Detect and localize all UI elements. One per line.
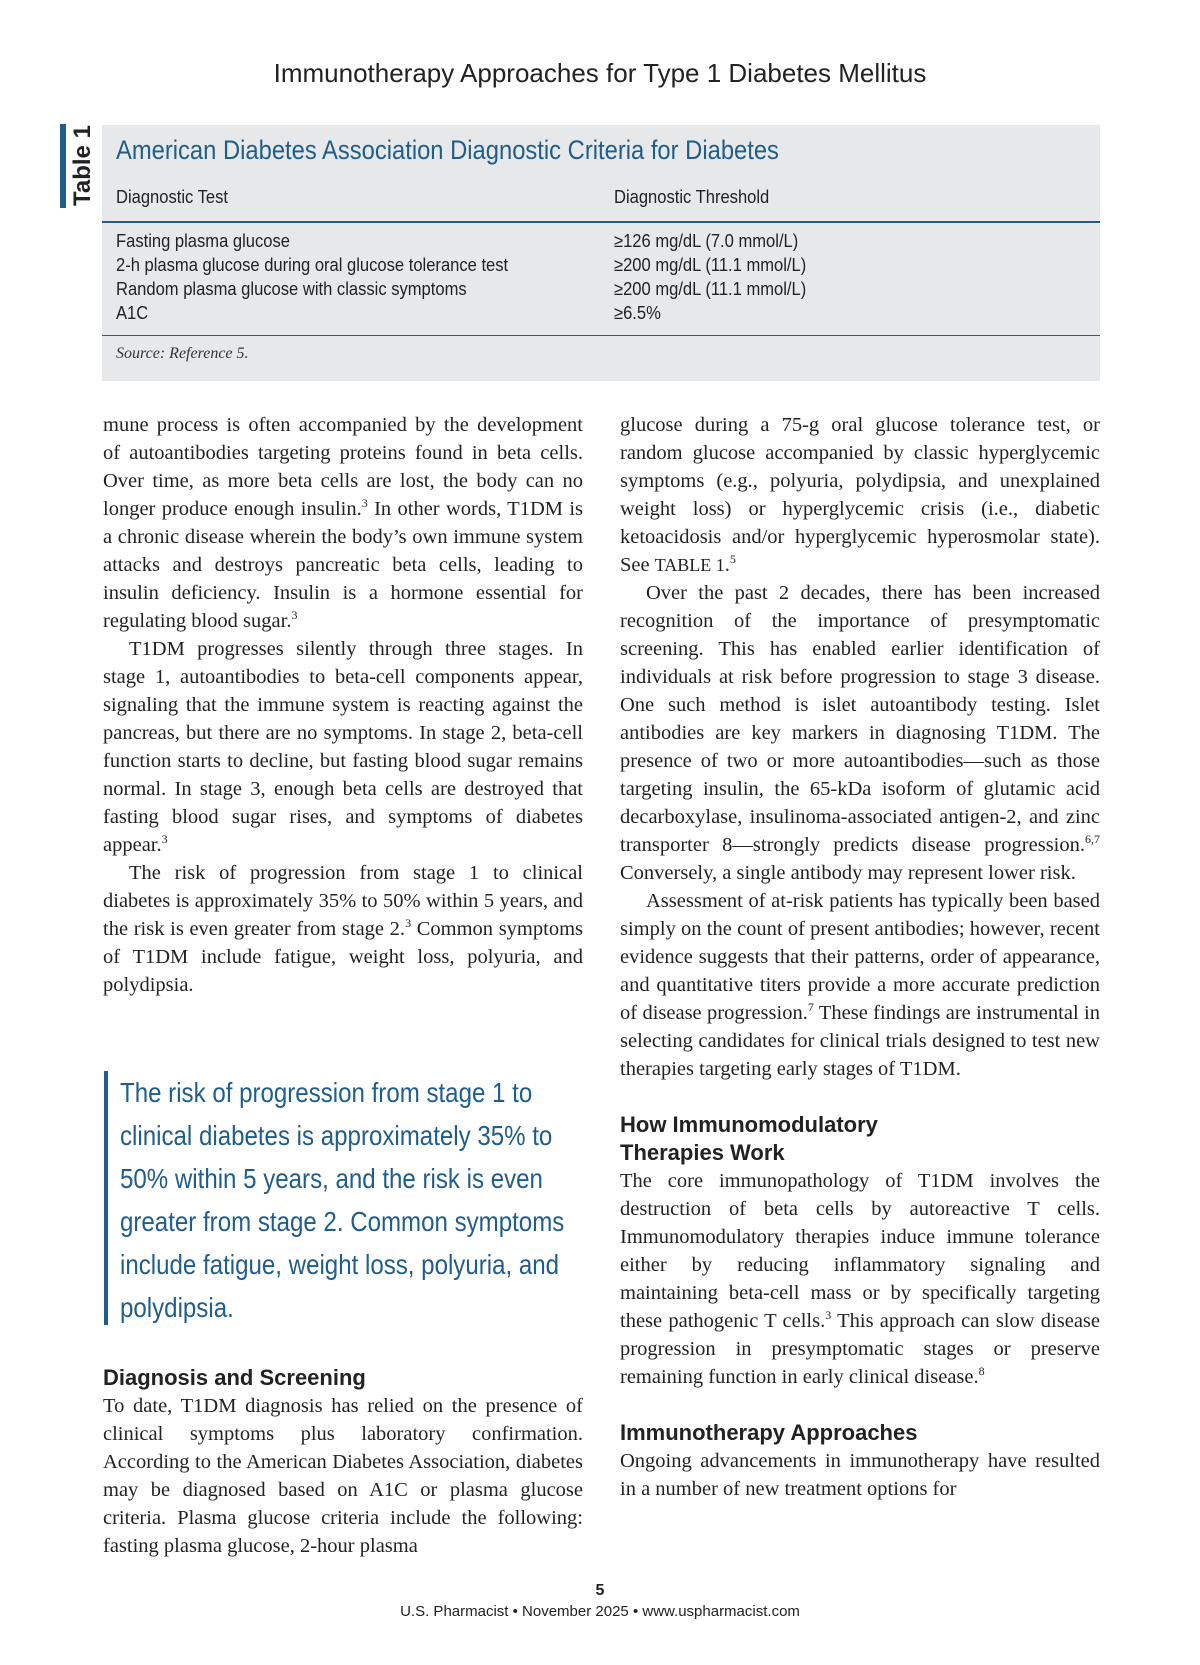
text-run: The risk of progression from stage 1 to clinical diabetes is approximately 35% to 50% within 5 years, and the risk is even greater from stage 2. (103, 862, 583, 940)
table-title: American Diabetes Association Diagnostic Criteria for Diabetes (116, 135, 779, 165)
section-heading-immunotherapy: Immunotherapy Approaches (620, 1420, 918, 1445)
body-paragraph (620, 1167, 1100, 1391)
reference-superscript: 3 (405, 916, 412, 931)
reference-superscript: 5 (729, 552, 736, 567)
table-source: Source: Reference 5. (116, 345, 249, 362)
body-paragraph (103, 859, 583, 999)
text-run: Conversely, a single antibody may represent lower risk. (620, 862, 1076, 884)
table-reference: TABLE 1 (654, 555, 725, 575)
body-paragraph: Ongoing advancements in immunotherapy have resulted in a number of new treatment options for (620, 1450, 1100, 1500)
body-paragraph: To date, T1DM diagnosis has relied on the presence of clinical symptoms plus laboratory confirmation. According to the American Diabetes Association, diabetes may be diagnosed based on A1C or plasma glucose criteria. Plasma glucose criteria include the following: fasting plasma glucose, 2-hour plasma (103, 1395, 583, 1557)
text-run: . (724, 554, 730, 576)
reference-superscript: 3 (825, 1308, 832, 1323)
table-cell-threshold: ≥200 mg/dL (11.1 mmol/L) (614, 279, 807, 299)
heading-line: Therapies Work (620, 1140, 785, 1165)
text-run: These findings are instrumental in selecting candidates for clinical trials designed to test new therapies targeting early stages of T1DM. (620, 1002, 1100, 1080)
table-cell-threshold: ≥126 mg/dL (7.0 mmol/L) (614, 231, 799, 251)
table-cell-test: A1C (116, 303, 149, 323)
body-paragraph (103, 635, 583, 859)
body-paragraph (620, 887, 1100, 1083)
reference-superscript: 6,7 (1085, 832, 1100, 847)
table-cell-test: Random plasma glucose with classic symptoms (116, 279, 467, 299)
header-rule (102, 221, 1100, 223)
text-run: glucose during a 75-g oral glucose tolerance test, or random glucose accompanied by classic hyperglycemic symptoms (e.g., polyuria, polydipsia, and unexplained weight loss) or hyperglycemic crisis (i.e., diabetic ketoacidosis and/or hyperglycemic hyperosmolar state). See (620, 414, 1100, 576)
reference-superscript: 3 (161, 832, 168, 847)
table-cell-threshold: ≥6.5% (614, 303, 661, 323)
section-heading-immunomodulatory (620, 1111, 1100, 1167)
running-head: Immunotherapy Approaches for Type 1 Diabetes Mellitus (273, 58, 927, 88)
page-footer: U.S. Pharmacist • November 2025 • www.uspharmacist.com (400, 1603, 800, 1620)
text-run: mune process is often accompanied by the development of autoantibodies targeting proteins found in beta cells. Over time, as more beta cells are lost, the body can no longer produce enough insulin. (103, 414, 583, 520)
text-run: This approach can slow disease progression in presymptomatic stages or preserve remaining function in early clinical disease. (620, 1310, 1100, 1388)
left-column (103, 411, 583, 999)
spacer (620, 1083, 1100, 1111)
reference-superscript: 3 (291, 608, 298, 623)
pull-quote (104, 1071, 600, 1325)
text-run: In other words, T1DM is a chronic disease wherein the body’s own immune system attacks and destroys pancreatic beta cells, leading to insulin deficiency. Insulin is a hormone essential for regulating blood sugar. (103, 498, 584, 632)
diagnostic-criteria-table (102, 125, 1100, 381)
page-number: 5 (595, 1582, 605, 1599)
footer-rule (102, 335, 1100, 336)
pull-quote-text: The risk of progression from stage 1 to clinical diabetes is approximately 35% to 50% within 5 years, and the risk is even greater from stage 2. Common symptoms include fatigue, weight loss, polyuria, and polydipsia. (120, 1077, 565, 1323)
reference-superscript: 3 (361, 496, 368, 511)
heading-line: How Immunomodulatory (620, 1112, 878, 1137)
table-cell-test: 2-h plasma glucose during oral glucose tolerance test (116, 255, 509, 275)
body-paragraph (103, 411, 583, 635)
body-paragraph (620, 411, 1100, 579)
section-heading-diagnosis: Diagnosis and Screening (103, 1365, 366, 1390)
text-run: Assessment of at-risk patients has typically been based simply on the count of present antibodies; however, recent evidence suggests that their patterns, order of appearance, and quantitative titers provide a more accurate prediction of disease progression. (620, 890, 1100, 1024)
table-cell-test: Fasting plasma glucose (116, 231, 290, 251)
text-run: Common symptoms of T1DM include fatigue, weight loss, polyuria, and polydipsia. (103, 918, 583, 996)
right-column (620, 411, 1100, 1503)
column-header-test: Diagnostic Test (116, 187, 228, 207)
test-column (116, 229, 508, 325)
spacer (620, 1391, 1100, 1419)
text-run: The core immunopathology of T1DM involves the destruction of beta cells by autoreactive T cells. Immunomodulatory therapies induce immune tolerance either by reducing inflammatory signaling and maintaining beta-cell mass or by specifically targeting these pathogenic T cells. (620, 1170, 1100, 1332)
column-header-threshold: Diagnostic Threshold (614, 187, 770, 207)
threshold-column (614, 229, 806, 325)
reference-superscript: 7 (807, 1000, 814, 1015)
left-column-lower (103, 1364, 583, 1560)
text-run: Over the past 2 decades, there has been increased recognition of the importance of presymptomatic screening. This has enabled earlier identification of individuals at risk before progression to stage 3 disease. One such method is islet autoantibody testing. Islet antibodies are key markers in diagnosing T1DM. The presence of two or more autoantibodies—such as those targeting insulin, the 65-kDa isoform of glutamic acid decarboxylase, insulinoma-associated antigen-2, and zinc transporter 8—strongly predicts disease progression. (620, 582, 1100, 856)
table-tab-label: Table 1 (69, 125, 96, 207)
table-cell-threshold: ≥200 mg/dL (11.1 mmol/L) (614, 255, 807, 275)
body-paragraph (620, 579, 1100, 887)
reference-superscript: 8 (978, 1364, 985, 1379)
table-tab-bar (60, 124, 66, 208)
text-run: T1DM progresses silently through three stages. In stage 1, autoantibodies to beta-cell components appear, signaling that the immune system is reacting against the pancreas, but there are no symptoms. In stage 2, beta-cell function starts to decline, but fasting blood sugar remains normal. In stage 3, enough beta cells are destroyed that fasting blood sugar rises, and symptoms of diabetes appear. (103, 638, 583, 856)
